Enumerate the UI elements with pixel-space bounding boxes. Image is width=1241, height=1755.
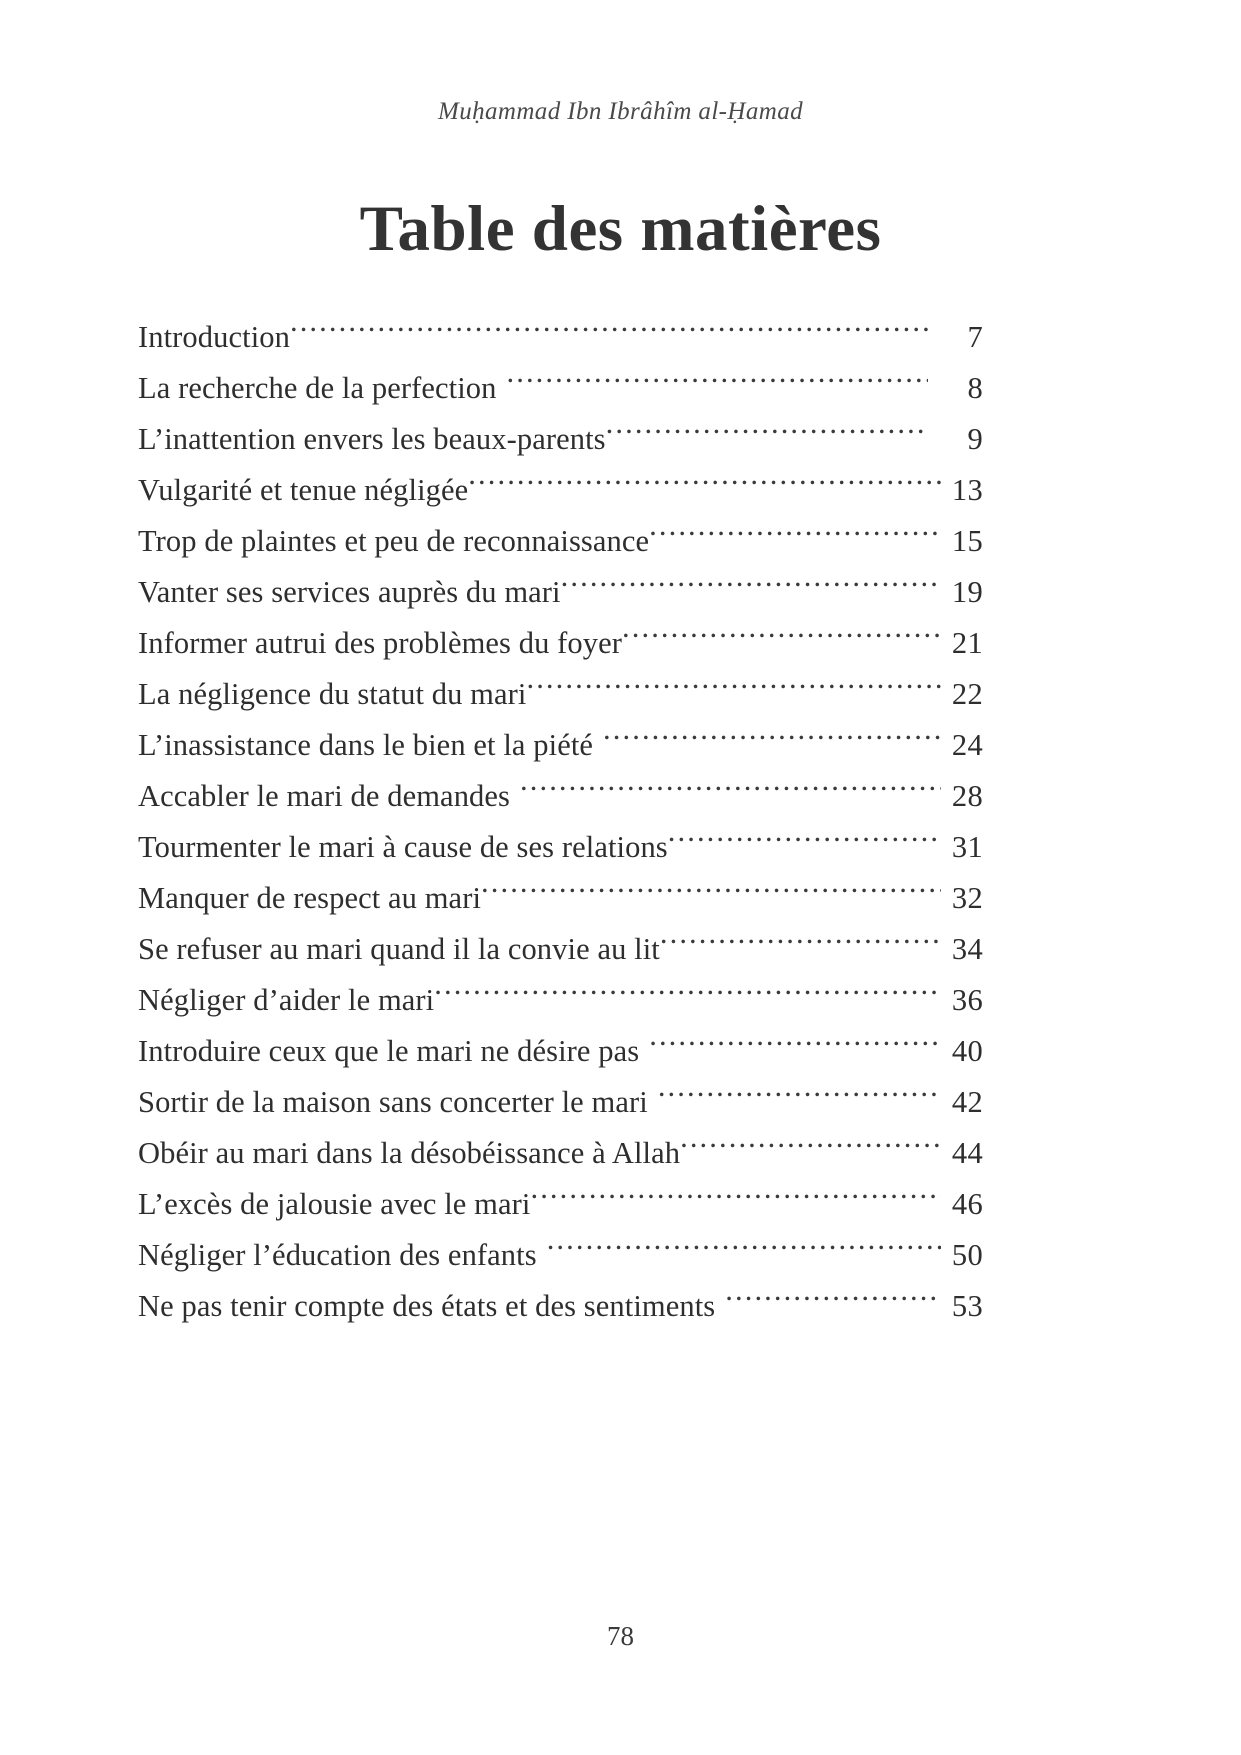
toc-entry[interactable] bbox=[138, 516, 983, 567]
toc-entry-page-number: 32 bbox=[951, 881, 983, 915]
table-of-contents bbox=[138, 312, 983, 1332]
toc-dot-leader bbox=[434, 980, 941, 1011]
toc-entry-page-number: 46 bbox=[951, 1187, 983, 1221]
toc-entry[interactable] bbox=[138, 1281, 983, 1332]
toc-entry-label: Accabler le mari de demandes bbox=[138, 779, 511, 813]
toc-dot-leader bbox=[649, 1031, 941, 1062]
toc-dot-leader bbox=[468, 470, 941, 501]
toc-entry-label: Obéir au mari dans la désobéissance à Allah bbox=[138, 1136, 681, 1170]
toc-dot-leader bbox=[520, 776, 941, 807]
toc-entry-label: L’inassistance dans le bien et la piété bbox=[138, 728, 594, 762]
toc-entry-page-number: 42 bbox=[951, 1085, 983, 1119]
toc-entry-page-number: 40 bbox=[951, 1034, 983, 1068]
toc-entry-page-number: 50 bbox=[951, 1238, 983, 1272]
toc-entry-page-number: 15 bbox=[951, 524, 983, 558]
toc-entry-page-number: 7 bbox=[967, 320, 983, 354]
toc-entry-label: Informer autrui des problèmes du foyer bbox=[138, 626, 623, 660]
toc-entry-page-number: 44 bbox=[951, 1136, 983, 1170]
toc-entry-page-number: 19 bbox=[951, 575, 983, 609]
toc-dot-leader bbox=[649, 521, 941, 552]
toc-dot-leader bbox=[481, 878, 941, 909]
toc-entry[interactable] bbox=[138, 1128, 983, 1179]
toc-entry-label: L’excès de jalousie avec le mari bbox=[138, 1187, 531, 1221]
toc-entry-page-number: 22 bbox=[951, 677, 983, 711]
toc-entry[interactable] bbox=[138, 924, 983, 975]
toc-entry-page-number: 8 bbox=[967, 371, 983, 405]
toc-entry-page-number: 24 bbox=[951, 728, 983, 762]
toc-entry-label: La négligence du statut du mari bbox=[138, 677, 527, 711]
page-title: Table des matières bbox=[359, 192, 882, 265]
toc-entry-label: Négliger d’aider le mari bbox=[138, 983, 435, 1017]
toc-entry[interactable] bbox=[138, 567, 983, 618]
toc-entry[interactable] bbox=[138, 771, 983, 822]
toc-entry-page-number: 53 bbox=[951, 1289, 983, 1323]
toc-entry[interactable] bbox=[138, 720, 983, 771]
toc-dot-leader bbox=[561, 572, 941, 603]
toc-entry[interactable] bbox=[138, 873, 983, 924]
toc-entry[interactable] bbox=[138, 975, 983, 1026]
toc-dot-leader bbox=[725, 1286, 941, 1317]
toc-entry[interactable] bbox=[138, 1230, 983, 1281]
toc-dot-leader bbox=[622, 623, 941, 654]
toc-entry-label: Introduction bbox=[138, 320, 290, 354]
toc-dot-leader bbox=[530, 1184, 941, 1215]
toc-dot-leader bbox=[507, 368, 929, 399]
toc-entry-label: Se refuser au mari quand il la convie au lit bbox=[138, 932, 660, 966]
running-head: Muḥammad Ibn Ibrâhîm al-Ḥamad bbox=[437, 98, 804, 125]
toc-entry-label: Sortir de la maison sans concerter le mari bbox=[138, 1085, 648, 1119]
toc-entry-label: Trop de plaintes et peu de reconnaissance bbox=[138, 524, 650, 558]
toc-entry-label: L’inattention envers les beaux-parents bbox=[138, 422, 606, 456]
toc-entry[interactable] bbox=[138, 1179, 983, 1230]
toc-dot-leader bbox=[658, 1082, 941, 1113]
toc-entry[interactable] bbox=[138, 618, 983, 669]
toc-entry-label: Vulgarité et tenue négligée bbox=[138, 473, 469, 507]
toc-entry-label: Négliger l’éducation des enfants bbox=[138, 1238, 537, 1272]
folio-number: 78 bbox=[607, 1621, 634, 1651]
toc-entry[interactable] bbox=[138, 1077, 983, 1128]
toc-dot-leader bbox=[680, 1133, 941, 1164]
toc-entry-page-number: 34 bbox=[951, 932, 983, 966]
toc-entry[interactable] bbox=[138, 1026, 983, 1077]
toc-entry-label: Ne pas tenir compte des états et des sentiments bbox=[138, 1289, 716, 1323]
toc-entry-page-number: 28 bbox=[951, 779, 983, 813]
toc-entry[interactable] bbox=[138, 669, 983, 720]
toc-dot-leader bbox=[526, 674, 941, 705]
toc-entry-page-number: 36 bbox=[951, 983, 983, 1017]
toc-entry[interactable] bbox=[138, 822, 983, 873]
toc-entry-page-number: 13 bbox=[951, 473, 983, 507]
toc-entry-page-number: 9 bbox=[967, 422, 983, 456]
toc-entry-label: Tourmenter le mari à cause de ses relations bbox=[138, 830, 668, 864]
toc-entry[interactable] bbox=[138, 312, 983, 363]
toc-dot-leader bbox=[547, 1235, 941, 1266]
toc-entry-page-number: 21 bbox=[951, 626, 983, 660]
toc-dot-leader bbox=[606, 419, 928, 450]
toc-entry[interactable] bbox=[138, 414, 983, 465]
toc-dot-leader bbox=[668, 827, 941, 858]
toc-dot-leader bbox=[290, 317, 928, 348]
toc-entry[interactable] bbox=[138, 465, 983, 516]
toc-entry-label: Vanter ses services auprès du mari bbox=[138, 575, 561, 609]
toc-entry[interactable] bbox=[138, 363, 983, 414]
toc-entry-page-number: 31 bbox=[951, 830, 983, 864]
toc-dot-leader bbox=[660, 929, 941, 960]
toc-entry-label: Manquer de respect au mari bbox=[138, 881, 482, 915]
toc-entry-label: La recherche de la perfection bbox=[138, 371, 497, 405]
toc-entry-label: Introduire ceux que le mari ne désire pas bbox=[138, 1034, 640, 1068]
toc-dot-leader bbox=[603, 725, 941, 756]
